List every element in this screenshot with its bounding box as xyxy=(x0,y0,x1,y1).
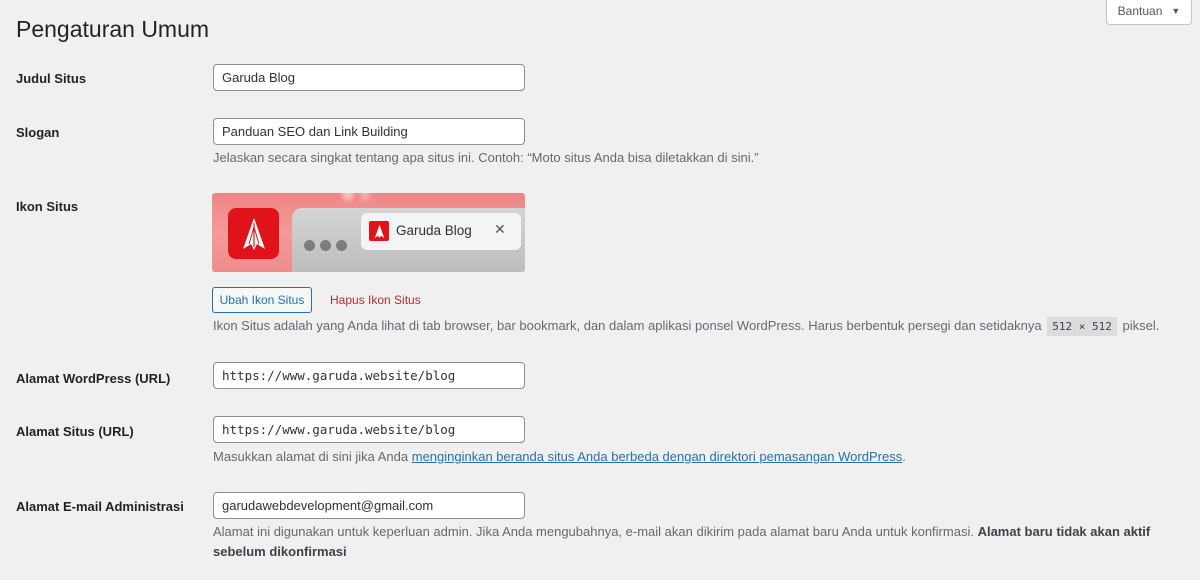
app-icon-preview xyxy=(228,208,279,259)
browser-tab-preview xyxy=(361,213,521,250)
site-icon-label: Ikon Situs xyxy=(16,199,79,214)
help-tab-label: Bantuan xyxy=(1117,4,1163,18)
garuda-logo-icon xyxy=(241,217,267,251)
caret-down-icon: ▼ xyxy=(1171,6,1181,16)
wp-url-input[interactable]: https://www.garuda.website/blog xyxy=(213,362,525,389)
tagline-input[interactable]: Panduan SEO dan Link Building xyxy=(213,118,525,145)
window-dot-icon xyxy=(304,240,315,251)
tagline-description: Jelaskan secara singkat tentang apa situs ini. Contoh: “Moto situs Anda bisa diletakkan di sini.” xyxy=(213,150,759,165)
favicon-icon xyxy=(369,221,389,241)
window-dot-icon xyxy=(320,240,331,251)
site-url-input[interactable]: https://www.garuda.website/blog xyxy=(213,416,525,443)
close-icon: ✕ xyxy=(494,221,506,237)
admin-email-input[interactable]: garudawebdevelopment@gmail.com xyxy=(213,492,525,519)
site-icon-preview xyxy=(212,193,525,272)
icon-size-code: 512 × 512 xyxy=(1047,317,1117,336)
remove-site-icon-link[interactable]: Hapus Ikon Situs xyxy=(330,293,421,307)
page-title: Pengaturan Umum xyxy=(16,16,210,42)
admin-email-label: Alamat E-mail Administrasi xyxy=(16,499,184,514)
browser-tab-title: Garuda Blog xyxy=(396,223,472,238)
help-tab-button[interactable] xyxy=(1106,0,1192,25)
site-icon-description xyxy=(213,316,1159,337)
admin-email-description-strong: Alamat baru tidak akan aktif sebelum dikonfirmasi xyxy=(213,524,1151,559)
site-url-help-link[interactable]: menginginkan beranda situs Anda berbeda dengan direktori pemasangan WordPress xyxy=(411,449,903,464)
admin-email-description-text: Alamat ini digunakan untuk keperluan admin. Jika Anda mengubahnya, e-mail akan dikirim pada alamat baru Anda untuk konfirmasi. xyxy=(213,524,974,539)
site-url-description-text: Masukkan alamat di sini jika Anda xyxy=(213,449,409,464)
site-icon-description-suffix: piksel. xyxy=(1122,318,1160,333)
browser-preview-bar xyxy=(292,208,525,272)
site-title-label: Judul Situs xyxy=(16,71,87,86)
site-title-input[interactable]: Garuda Blog xyxy=(213,64,525,91)
site-icon-description-text: Ikon Situs adalah yang Anda lihat di tab browser, bar bookmark, dan dalam aplikasi ponsel WordPress. Harus berbentuk persegi dan setidaknya xyxy=(213,318,1042,333)
site-url-description-suffix: . xyxy=(902,449,906,464)
window-dot-icon xyxy=(336,240,347,251)
wp-url-label: Alamat WordPress (URL) xyxy=(16,371,171,386)
change-site-icon-button[interactable]: Ubah Ikon Situs xyxy=(212,287,312,313)
tagline-label: Slogan xyxy=(16,125,60,140)
site-url-label: Alamat Situs (URL) xyxy=(16,424,134,439)
admin-email-description xyxy=(213,522,1188,562)
site-url-description xyxy=(213,447,906,467)
